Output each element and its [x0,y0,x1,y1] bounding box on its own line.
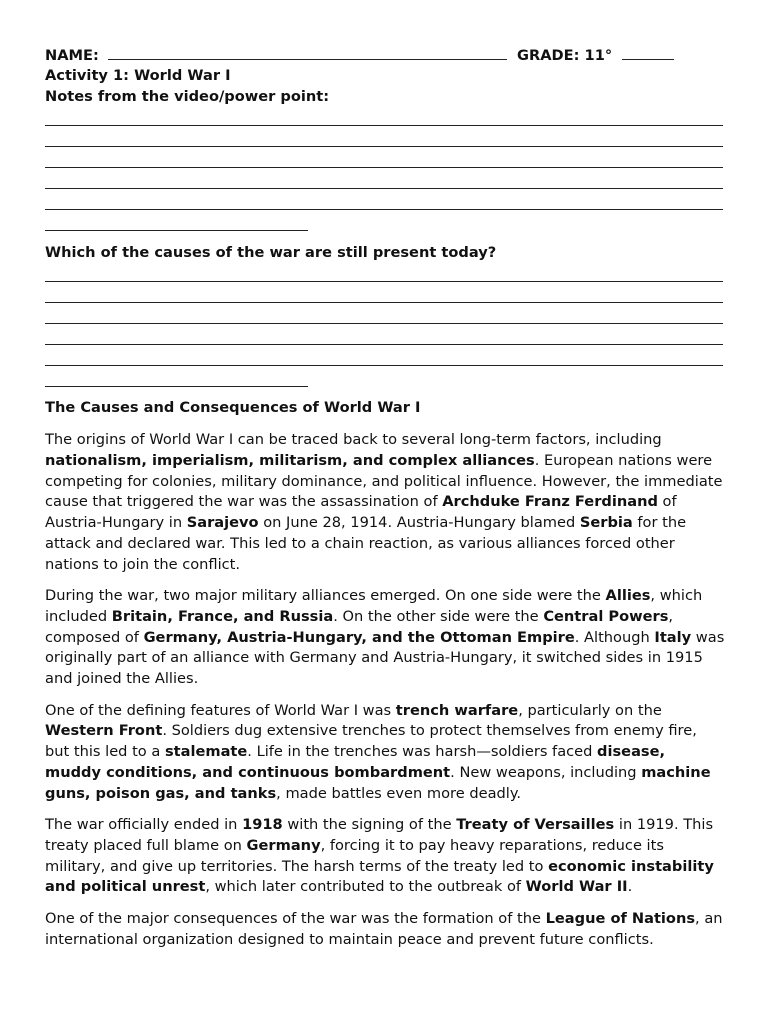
text-run: . Although [574,628,655,646]
bold-term: World War II [525,878,628,896]
notes-line[interactable] [45,230,308,231]
text-run: for the attack and declared war. This led to a chain reaction, as various alliances forced other nations to join the conflict. [45,514,687,573]
text-run: . New weapons, including [450,763,642,781]
bold-term: trench warfare [395,701,519,719]
bold-term: Serbia [579,514,633,532]
answer-line[interactable] [45,323,723,324]
notes-line[interactable] [45,146,723,147]
text-run: was originally part of an alliance with Germany and Austria-Hungary, it switched sides in 1915 and joined the Allies. [45,628,725,688]
text-run: . Life in the trenches was harsh—soldiers faced [247,743,598,761]
text-run: . Soldiers dug extensive trenches to protect themselves from enemy fire, but this led to a [45,722,697,761]
text-run: The war officially ended in [45,816,243,834]
answer-line[interactable] [45,344,723,345]
bold-term: Western Front [45,722,163,740]
notes-line[interactable] [45,125,723,126]
article-paragraph [45,701,725,805]
notes-label: Notes from the video/power point: [45,88,330,105]
text-run: The origins of World War I can be traced back to several long-term factors, including [45,431,662,448]
bold-term: Germany [246,836,321,854]
notes-line[interactable] [45,209,723,210]
bold-term: Treaty of Versailles [456,816,615,834]
bold-term: disease, muddy conditions, and continuous bombardment [45,743,666,781]
answer-line[interactable] [45,281,723,282]
text-run: One of the major consequences of the war was the formation of the [45,909,546,927]
bold-term: nationalism, imperialism, militarism, and complex alliances [45,451,535,469]
article-paragraph [45,430,725,576]
name-blank-line[interactable] [108,45,507,60]
bold-term: machine guns, poison gas, and tanks [45,763,711,802]
answer-line[interactable] [45,386,308,387]
notes-line[interactable] [45,167,723,168]
bold-term: League of Nations [545,909,696,927]
text-run: of Austria-Hungary in [45,493,677,532]
article-paragraph [45,586,725,690]
text-run: . [627,878,633,896]
text-run: , which included [45,587,703,625]
bold-term: Britain, France, and Russia [111,607,334,625]
text-run: , which later contributed to the outbreak of [205,878,526,896]
notes-line[interactable] [45,188,723,189]
activity-title: Activity 1: World War I [45,67,231,84]
bold-term: Archduke Franz Ferdinand [442,493,658,511]
grade-label: GRADE: 11° [517,47,613,64]
text-run: , forcing it to pay heavy reparations, reduce its military, and give up territories. The harsh terms of the treaty led to [45,836,664,875]
bold-term: Sarajevo [186,514,259,532]
bold-term: Italy [654,628,692,646]
article-paragraph [45,815,725,898]
text-run: , made battles even more deadly. [276,784,522,802]
bold-term: Central Powers [543,607,669,625]
article-body [45,430,725,961]
bold-term: Germany, Austria-Hungary, and the Ottoman Empire [143,628,575,646]
text-run: in 1919. This treaty placed full blame on [45,816,714,854]
article-title: The Causes and Consequences of World War I [45,399,421,416]
bold-term: economic instability and political unrest [45,857,714,896]
header-row [45,45,674,67]
bold-term: 1918 [242,816,283,834]
answer-line[interactable] [45,302,723,303]
text-run: . On the other side were the [333,607,544,625]
text-run: on June 28, 1914. Austria-Hungary blamed [258,514,580,532]
text-run: with the signing of the [282,816,457,834]
text-run: . European nations were competing for colonies, military dominance, and political influence. However, the immediate cause that triggered the war was the assassination of [45,451,723,511]
bold-term: Allies [605,587,651,605]
text-run: , composed of [45,607,674,646]
name-label: NAME: [45,47,99,64]
answer-line[interactable] [45,365,723,366]
bold-term: stalemate [164,743,248,761]
text-run: During the war, two major military alliances emerged. On one side were the [45,587,606,605]
text-run: , particularly on the [518,701,662,719]
article-paragraph [45,909,725,951]
question-heading: Which of the causes of the war are still present today? [45,244,497,261]
text-run: One of the defining features of World War I was [45,701,396,719]
text-run: , an international organization designed to maintain peace and prevent future conflicts. [45,909,723,948]
grade-blank-line[interactable] [622,45,674,60]
